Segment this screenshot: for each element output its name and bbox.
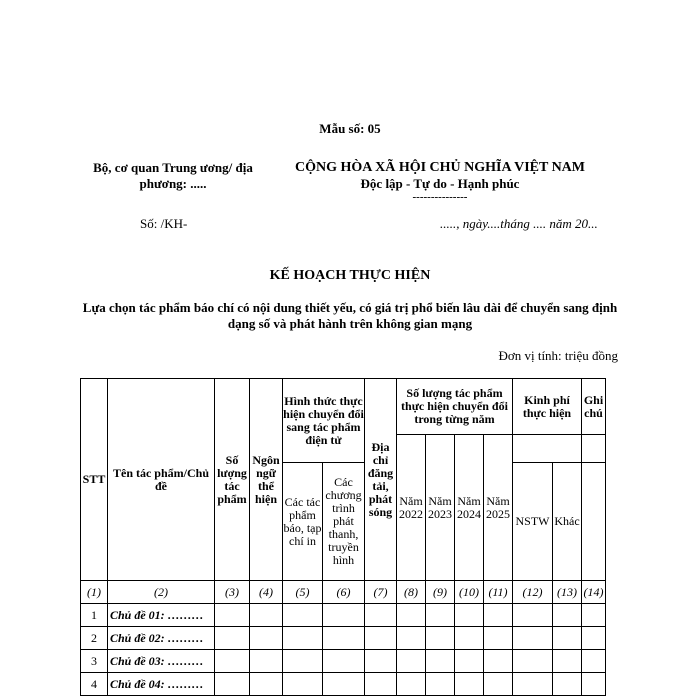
header-note-spacer [582,435,606,463]
column-number-row [81,581,606,604]
col-number: (3) [215,581,250,604]
col-number: (2) [108,581,215,604]
unit-label: Đơn vị tính: triệu đồng [498,348,618,363]
document-number: Số: /KH- [140,216,188,231]
header-stt: STT [81,379,108,581]
row-stt: 3 [81,650,108,673]
row-stt: 1 [81,604,108,627]
col-number: (9) [426,581,455,604]
table-row [81,604,606,627]
header-year-2025: Năm 2025 [484,435,513,581]
col-number: (1) [81,581,108,604]
table-row [81,650,606,673]
row-topic: Chủ đề 02: ……… [108,627,215,650]
row-stt: 2 [81,627,108,650]
col-number: (7) [365,581,397,604]
plan-table [80,378,606,696]
header-note: Ghi chú [582,379,606,435]
header-year-2023: Năm 2023 [426,435,455,581]
document-title: KẾ HOẠCH THỰC HIỆN [269,268,431,283]
header-yearly-group: Số lượng tác phẩm thực hiện chuyển đổi trong từng năm [397,379,513,435]
col-number: (6) [323,581,365,604]
form-number: Mẫu số: 05 [319,121,381,136]
header-year-2024: Năm 2024 [455,435,484,581]
col-number: (4) [250,581,283,604]
header-quantity: Số lượng tác phẩm [215,379,250,581]
row-topic: Chủ đề 04: ……… [108,673,215,696]
col-number: (5) [283,581,323,604]
national-motto [290,160,590,202]
slogan: Độc lập - Tự do - Hạnh phúc [360,176,520,191]
header-form-group: Hình thức thực hiện chuyển đổi sang tác phẩm điện tử [283,379,365,463]
header-funding-nstw: NSTW [513,463,553,581]
header-note-empty [582,463,606,581]
col-number: (8) [397,581,426,604]
header-year-2022: Năm 2022 [397,435,426,581]
country-name: CỘNG HÒA XÃ HỘI CHỦ NGHĨA VIỆT NAM [294,160,585,175]
col-number: (12) [513,581,553,604]
header-funding-other: Khác [553,463,582,581]
col-number: (14) [582,581,606,604]
header-address: Địa chỉ đăng tải, phát sóng [365,379,397,581]
agency-line-2: phương: ..... [139,176,207,191]
header-name: Tên tác phẩm/Chủ đề [108,379,215,581]
header-funding-group: Kinh phí thực hiện [513,379,582,435]
header-form-broadcast: Các chương trình phát thanh, truyền hình [323,463,365,581]
date-line: ....., ngày....tháng .... năm 20... [440,216,598,231]
document-subtitle: Lựa chọn tác phẩm báo chí có nội dung thiết yếu, có giá trị phổ biến lâu dài để chuyển sang định dạng số và phát hành trên không gian mạng [82,300,618,331]
col-number: (11) [484,581,513,604]
row-topic: Chủ đề 03: ……… [108,650,215,673]
row-stt: 4 [81,673,108,696]
col-number: (10) [455,581,484,604]
col-number: (13) [553,581,582,604]
agency-name [78,160,268,192]
table-row [81,673,606,696]
agency-line-1: Bộ, cơ quan Trung ương/ địa [93,160,253,175]
header-funding-spacer [513,435,582,463]
header-language: Ngôn ngữ thể hiện [250,379,283,581]
table-row [81,627,606,650]
row-topic: Chủ đề 01: ……… [108,604,215,627]
motto-divider: --------------- [412,191,468,203]
header-form-print: Các tác phẩm báo, tạp chí in [283,463,323,581]
